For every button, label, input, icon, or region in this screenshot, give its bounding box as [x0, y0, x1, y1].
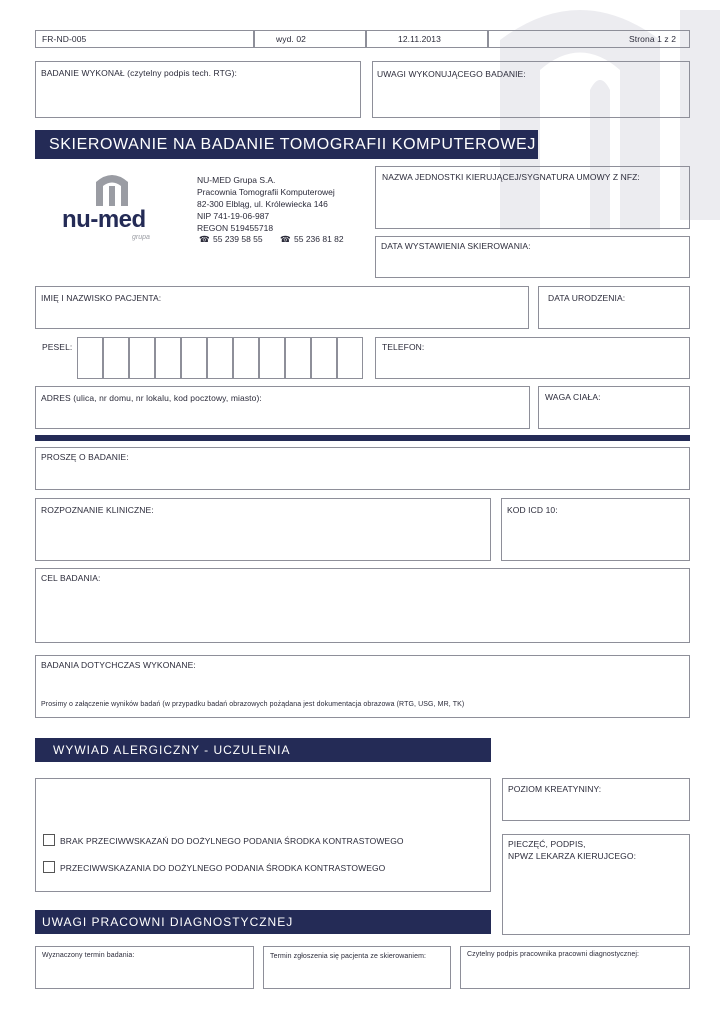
- lab-signature-label: Czytelny podpis pracownika pracowni diagnostycznej:: [467, 951, 640, 958]
- page-number: Strona 1 z 2: [629, 34, 677, 44]
- company-name: NU-MED Grupa S.A.: [197, 175, 276, 185]
- no-contraindications-label: BRAK PRZECIWWSKAZAŃ DO DOŻYLNEGO PODANIA ŚRODKA KONTRASTOWEGO: [60, 836, 404, 846]
- diagnosis-label: ROZPOZNANIE KLINICZNE:: [41, 505, 154, 515]
- pesel-digit-10[interactable]: [311, 337, 337, 379]
- company-unit: Pracownia Tomografii Komputerowej: [197, 187, 335, 197]
- exam-goal-field[interactable]: [35, 568, 690, 643]
- previous-exams-note: Prosimy o załączenie wyników badań (w przypadku badań obrazowych pożądana jest dokumentacja obrazowa (RTG, USG, MR, TK): [41, 701, 465, 708]
- section-divider: [35, 435, 690, 441]
- logo-subtext: grupa: [132, 234, 150, 241]
- lab-notes-section-title: [35, 910, 491, 934]
- performed-by-label: BADANIE WYKONAŁ (czytelny podpis tech. RTG):: [41, 68, 238, 78]
- referring-unit-label: NAZWA JEDNOSTKI KIERUJĄCEJ/SYGNATURA UMOWY Z NFZ:: [382, 172, 640, 182]
- doctor-stamp-label-2: NPWZ LEKARZA KIERUJCEGO:: [508, 851, 637, 861]
- company-regon: REGON 519455718: [197, 223, 274, 233]
- allergy-title-text: WYWIAD ALERGICZNY - UCZULENIA: [53, 743, 291, 757]
- pesel-digit-2[interactable]: [103, 337, 129, 379]
- performer-notes-label: UWAGI WYKONUJĄCEGO BADANIE:: [377, 69, 526, 79]
- pesel-digit-6[interactable]: [207, 337, 233, 379]
- previous-exams-label: BADANIA DOTYCHCZAS WYKONANE:: [41, 660, 196, 670]
- allergy-field[interactable]: [35, 778, 491, 892]
- exam-request-label: PROSZĘ O BADANIE:: [41, 452, 129, 462]
- pesel-digit-5[interactable]: [181, 337, 207, 379]
- company-nip: NIP 741-19-06-987: [197, 211, 270, 221]
- lab-notes-title-text: UWAGI PRACOWNI DIAGNOSTYCZNEJ: [42, 915, 294, 929]
- exam-goal-label: CEL BADANIA:: [41, 573, 101, 583]
- edition: wyd. 02: [276, 34, 306, 44]
- phone-label: TELEFON:: [382, 342, 425, 352]
- logo-text: nu-med: [62, 206, 146, 233]
- pesel-digit-7[interactable]: [233, 337, 259, 379]
- address-label: ADRES (ulica, nr domu, nr lokalu, kod pocztowy, miasto):: [41, 393, 262, 403]
- phone-icon: ☎: [199, 234, 210, 244]
- company-phone-2: 55 236 81 82: [294, 234, 344, 244]
- icd-label: KOD ICD 10:: [507, 505, 558, 515]
- contraindications-label: PRZECIWWSKAZANIA DO DOŻYLNEGO PODANIA ŚRODKA KONTRASTOWEGO: [60, 863, 386, 873]
- report-date-label: Termin zgłoszenia się pacjenta ze skierowaniem:: [270, 953, 427, 960]
- pesel-digit-8[interactable]: [259, 337, 285, 379]
- doc-date: 12.11.2013: [398, 34, 441, 44]
- company-address: 82-300 Elbląg, ul. Królewiecka 146: [197, 199, 328, 209]
- pesel-digit-11[interactable]: [337, 337, 363, 379]
- pesel-digit-3[interactable]: [129, 337, 155, 379]
- patient-name-label: IMIĘ I NAZWISKO PACJENTA:: [41, 293, 162, 303]
- weight-label: WAGA CIAŁA:: [545, 392, 601, 402]
- creatinine-label: POZIOM KREATYNINY:: [508, 784, 602, 794]
- logo-mark-icon: [92, 172, 132, 208]
- scheduled-date-label: Wyznaczony termin badania:: [42, 952, 135, 959]
- doctor-stamp-label-1: PIECZĘĆ, PODPIS,: [508, 839, 586, 849]
- company-phone-1: 55 239 58 55: [213, 234, 263, 244]
- pesel-digit-9[interactable]: [285, 337, 311, 379]
- pesel-digit-1[interactable]: [77, 337, 103, 379]
- issue-date-label: DATA WYSTAWIENIA SKIEROWANIA:: [381, 241, 531, 251]
- page-title-text: SKIEROWANIE NA BADANIE TOMOGRAFII KOMPUTEROWEJ: [49, 136, 536, 153]
- header-edition-cell: [254, 30, 366, 48]
- phone-icon: ☎: [280, 234, 291, 244]
- pesel-digit-4[interactable]: [155, 337, 181, 379]
- contraindications-checkbox[interactable]: [43, 861, 55, 873]
- no-contraindications-checkbox[interactable]: [43, 834, 55, 846]
- company-logo: [60, 172, 165, 244]
- birth-date-label: DATA URODZENIA:: [548, 293, 626, 303]
- pesel-label: PESEL:: [42, 342, 73, 352]
- doc-code: FR-ND-005: [42, 34, 87, 44]
- exam-request-field[interactable]: [35, 447, 690, 490]
- allergy-section-title: [35, 738, 491, 762]
- page-title: [35, 130, 538, 159]
- doctor-stamp-field[interactable]: [502, 834, 690, 935]
